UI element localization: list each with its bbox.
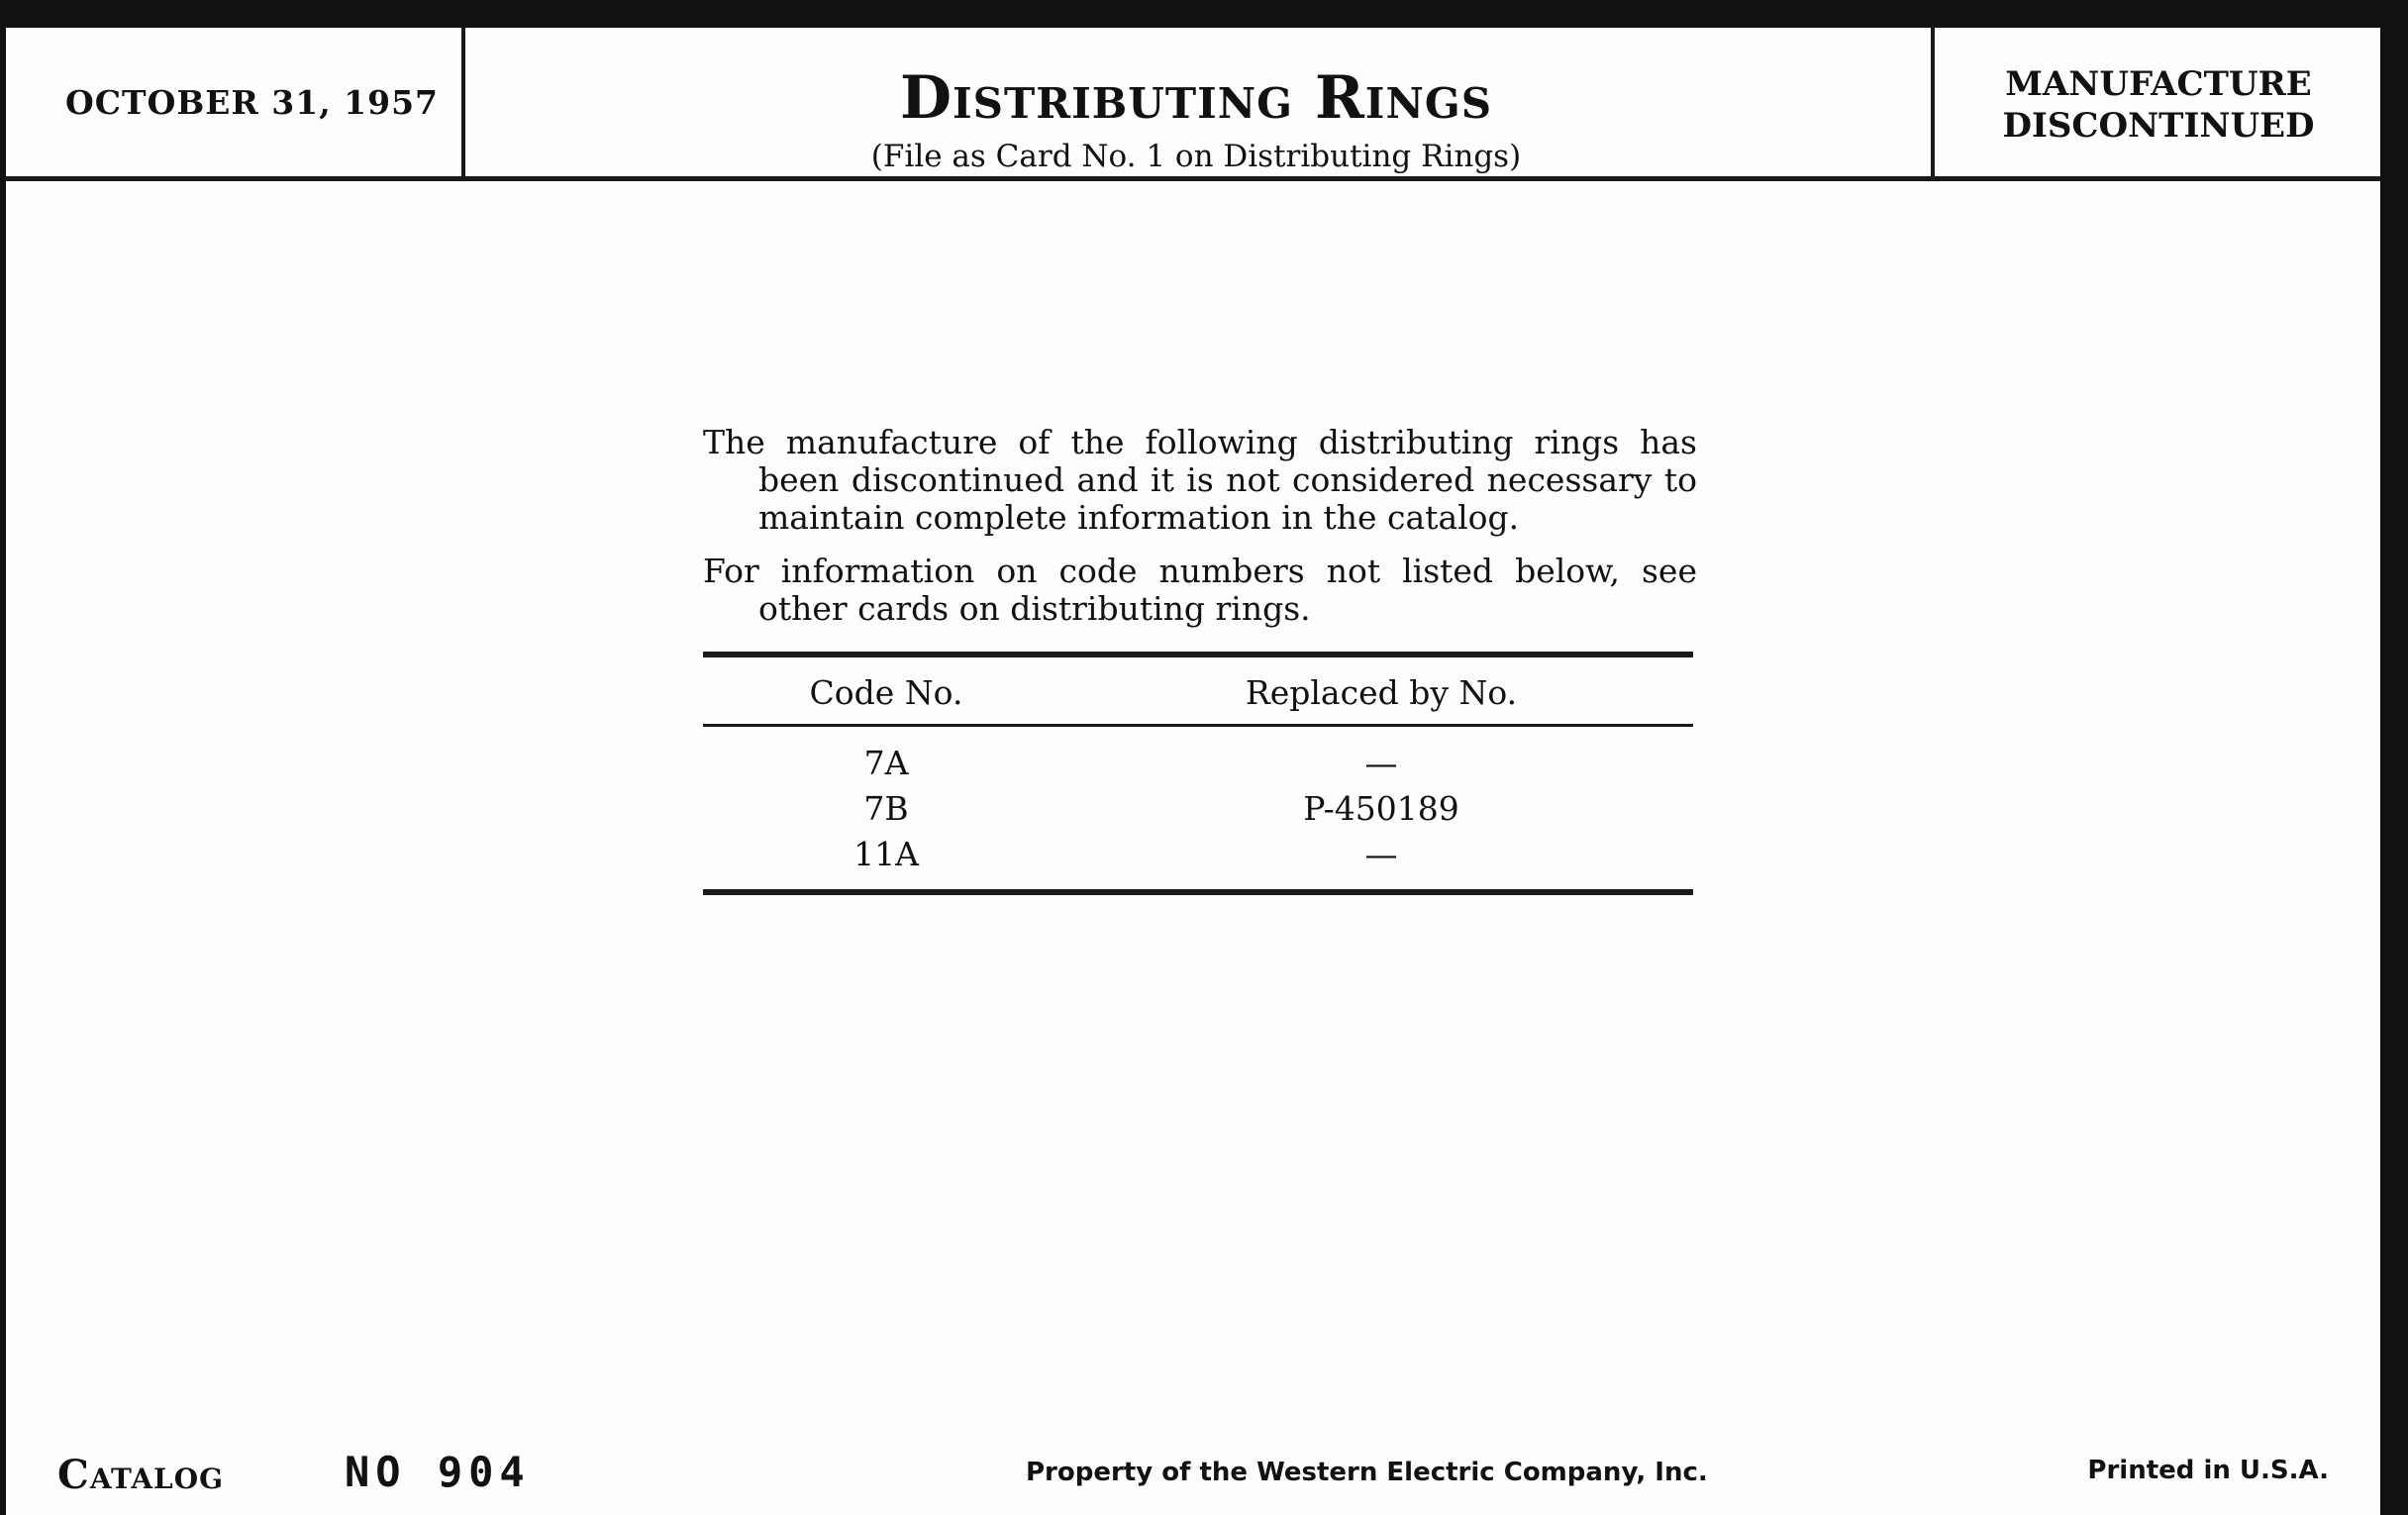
- header-divider-right: [1931, 28, 1935, 176]
- card-subtitle: (File as Card No. 1 on Distributing Rings): [870, 139, 1522, 174]
- replacement-cell: —: [1364, 744, 1398, 782]
- replacement-cell: —: [1364, 835, 1398, 873]
- printed-notice: Printed in U.S.A.: [2087, 1456, 2329, 1485]
- code-cell: 11A: [853, 835, 919, 873]
- paragraph-discontinued: The manufacture of the following distributing rings has been discontinued and it is not considered necessary to maintain complete information in the catalog.: [703, 423, 1697, 537]
- status-line-2: DISCONTINUED: [2002, 106, 2315, 146]
- property-notice: Property of the Western Electric Company, Inc.: [1026, 1458, 1708, 1487]
- column-header-code: Code No.: [703, 655, 1069, 726]
- status-line-1: MANUFACTURE: [2005, 64, 2312, 104]
- paragraph-other-cards: For information on code numbers not listed below, see other cards on distributing rings.: [703, 552, 1697, 628]
- catalog-card: [6, 28, 2380, 1515]
- card-content: [703, 424, 1697, 895]
- table-row: [703, 832, 1693, 892]
- code-replacement-table: [703, 652, 1693, 895]
- table-header-row: [703, 655, 1693, 726]
- table-row: [703, 726, 1693, 787]
- code-cell: 7B: [863, 789, 909, 828]
- card-header: [6, 28, 2380, 181]
- card-title: Distributing Rings: [899, 63, 1493, 133]
- table-row: [703, 786, 1693, 832]
- card-footer: [6, 1446, 2380, 1505]
- code-cell: 7A: [863, 744, 909, 782]
- replacement-cell: P-450189: [1303, 789, 1459, 828]
- catalog-label: Catalog: [57, 1452, 225, 1498]
- column-header-replaced-by: Replaced by No.: [1069, 655, 1693, 726]
- issue-date: OCTOBER 31, 1957: [65, 83, 440, 122]
- status-label: [1937, 63, 2380, 147]
- catalog-number: NO 904: [345, 1448, 531, 1496]
